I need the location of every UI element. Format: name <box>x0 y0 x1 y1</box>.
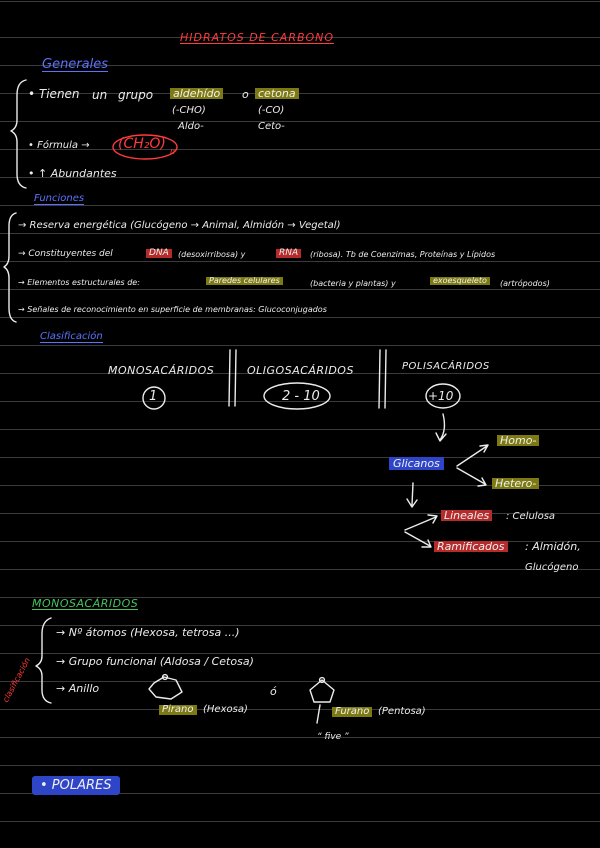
polisacaridos-col: POLISACÁRIDOS <box>402 361 490 372</box>
poli-down-arrow <box>436 414 446 441</box>
branch-hetero <box>457 468 486 486</box>
co-label: (-CO) <box>258 105 285 116</box>
monosacaridos-heading: MONOSACÁRIDOS <box>32 597 139 610</box>
generales-heading: Generales <box>42 57 109 72</box>
paredes-tag: Paredes celulares <box>206 277 283 285</box>
generales-brace <box>11 80 26 188</box>
gen-tienen: • Tienen <box>28 87 80 101</box>
monosacaridos-col: MONOSACÁRIDOS <box>108 364 215 377</box>
hexosa-text: (Hexosa) <box>203 704 248 715</box>
clasificacion-side-label: clasificación <box>1 656 33 704</box>
cetona-highlight: cetona <box>255 88 299 99</box>
polares-tag: • POLARES <box>32 776 120 795</box>
gen-grupo: grupo <box>118 88 154 102</box>
pyran-ring <box>149 677 182 699</box>
mono-count: 1 <box>149 389 158 404</box>
formula-value: (CH₂O) <box>118 136 166 152</box>
ring-or: ó <box>270 685 277 698</box>
funciones-brace <box>4 213 16 322</box>
furan-oxygen <box>320 678 325 683</box>
aldo-label: Aldo- <box>178 121 204 132</box>
branch-lineales <box>405 515 437 530</box>
abundantes: • ↑ Abundantes <box>28 167 117 180</box>
glicanos-down-arrow <box>407 483 417 507</box>
divider-1b <box>235 350 236 406</box>
almidon-text: : Almidón, <box>525 540 581 553</box>
lineales-tag: Lineales <box>441 510 492 521</box>
branch-homo <box>457 445 488 466</box>
oligosacaridos-col: OLIGOSACÁRIDOS <box>247 364 354 377</box>
mono-anillo: → Anillo <box>56 682 100 695</box>
divider-2b <box>385 350 386 408</box>
furan-ring <box>310 680 334 702</box>
furano-tag: Furano <box>332 707 372 717</box>
poli-count: +10 <box>428 389 454 403</box>
page-title: HIDRATOS DE CARBONO <box>180 31 335 44</box>
pirano-tag: Pirano <box>159 705 197 715</box>
hetero-tag: Hetero- <box>492 478 539 489</box>
cho-label: (-CHO) <box>172 105 206 116</box>
funciones-heading: Funciones <box>34 193 85 204</box>
five-arrow <box>317 705 320 723</box>
celulosa-text: : Celulosa <box>506 511 556 522</box>
rna-tag: RNA <box>276 249 301 258</box>
glicanos-tag: Glicanos <box>389 457 444 470</box>
gen-un: un <box>92 88 108 102</box>
pentosa-text: (Pentosa) <box>378 706 426 717</box>
ramificados-tag: Ramificados <box>434 541 508 552</box>
oligo-count: 2 - 10 <box>282 389 320 404</box>
gen-o: o <box>242 88 249 101</box>
funcion-constituyentes: → Constituyentes del <box>18 249 113 259</box>
funcion-coenzimas: (ribosa). Tb de Coenzimas, Proteínas y Lípidos <box>310 250 496 259</box>
funcion-senales: → Señales de reconocimiento en superficie de membranas: Glucoconjugados <box>18 305 327 314</box>
pyran-oxygen <box>163 675 168 680</box>
clasificacion-heading: Clasificación <box>40 331 103 342</box>
mono-grupo: → Grupo funcional (Aldosa / Cetosa) <box>56 655 254 668</box>
branch-ramificados <box>405 532 431 547</box>
ceto-label: Ceto- <box>258 121 285 132</box>
formula-label: • Fórmula → <box>28 140 90 151</box>
five-note: “ five ” <box>317 732 349 742</box>
homo-tag: Homo- <box>497 435 539 446</box>
dna-tag: DNA <box>146 249 172 258</box>
aldehido-highlight: aldehído <box>170 88 223 99</box>
glucogeno-text: Glucógeno <box>525 562 579 573</box>
bacteria-plantas-text: (bacteria y plantas) y <box>310 279 396 288</box>
divider-2a <box>379 350 380 408</box>
mono-atomos: → Nº átomos (Hexosa, tetrosa ...) <box>56 626 240 639</box>
exoesqueleto-tag: exoesqueleto <box>430 277 490 285</box>
divider-1a <box>229 350 230 406</box>
formula-n: n <box>170 147 176 156</box>
artropodos-text: (artrópodos) <box>500 279 550 288</box>
funcion-reserva: → Reserva energética (Glucógeno → Animal, Almidón → Vegetal) <box>18 220 341 231</box>
funcion-estructurales: → Elementos estructurales de: <box>18 278 140 287</box>
desoxirribosa-text: (desoxirribosa) y <box>178 250 246 259</box>
mono-brace <box>36 618 51 703</box>
